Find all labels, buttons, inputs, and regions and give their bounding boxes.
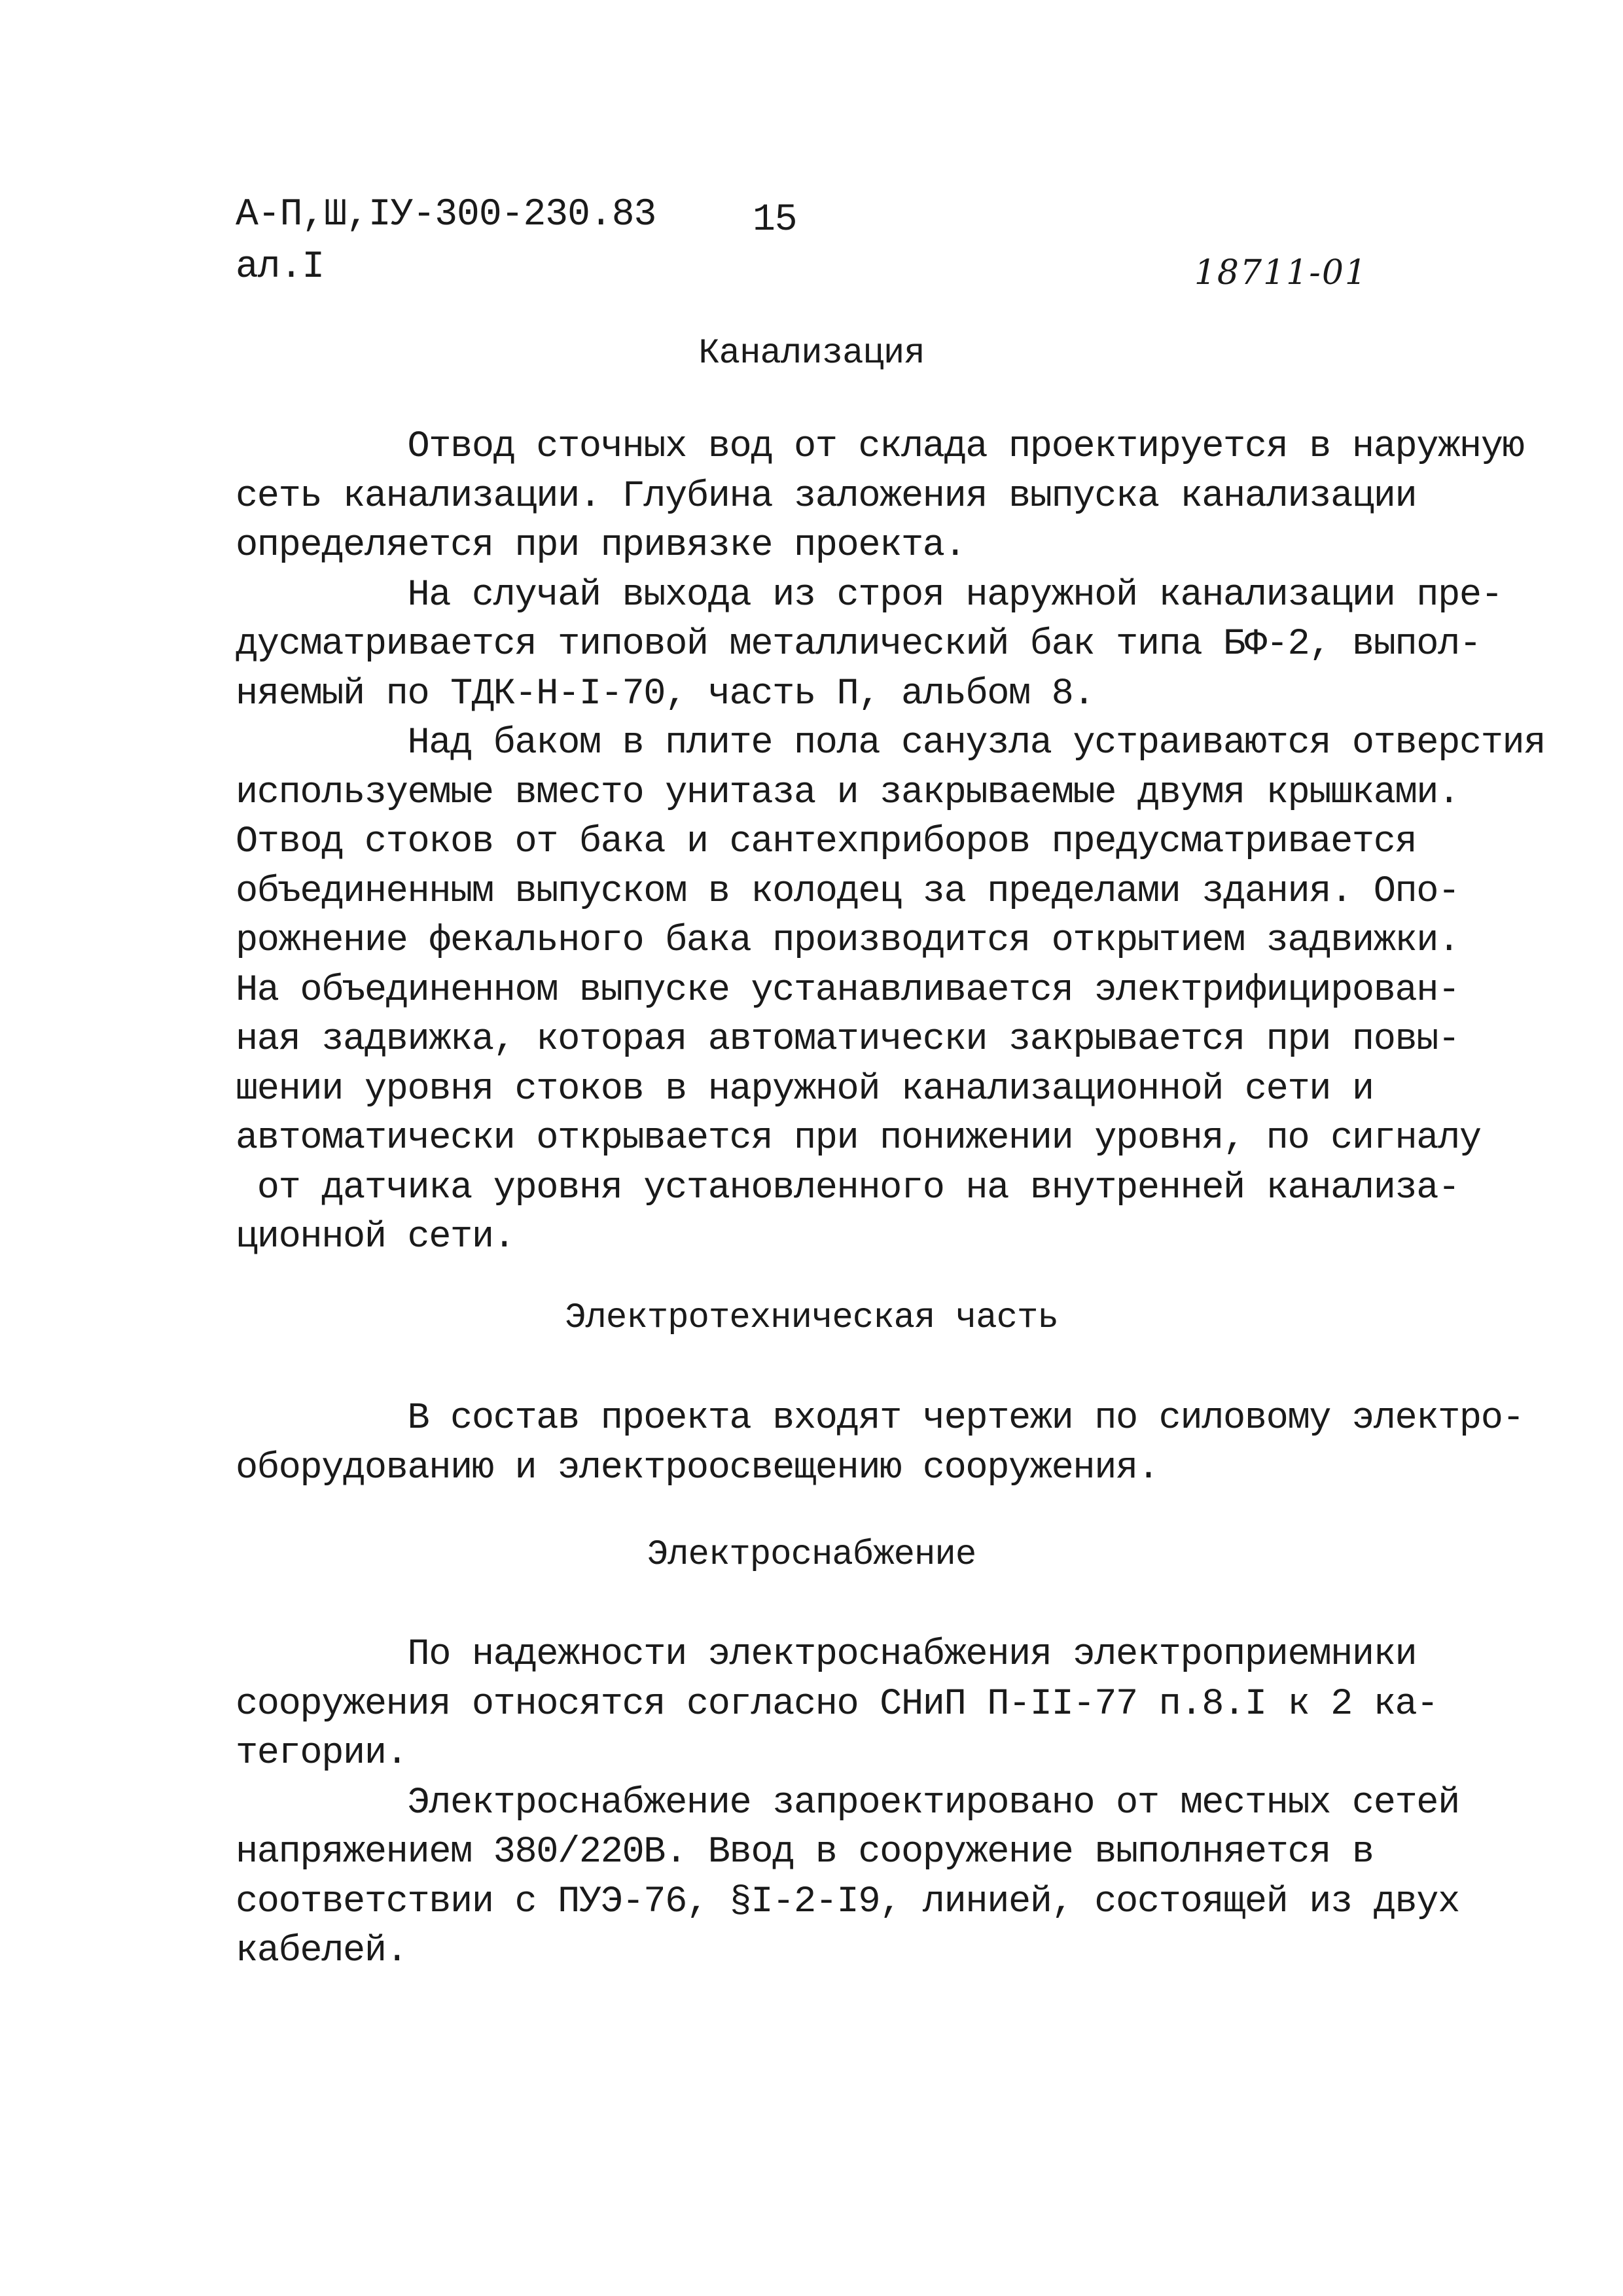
section-title-kanalizatsiya: Канализация [698,334,925,374]
text-line: тегории. [236,1733,408,1775]
text-line: от датчика уровня установленного на внутренней канализа- [236,1167,1459,1209]
sheet-label: ал.I [236,246,325,289]
text-line: Отвод сточных вод от склада проектируется в наружную [236,426,1524,468]
handwritten-doc-number: 18711-01 [1194,253,1368,292]
text-line: В состав проекта входят чертежи по силовому электро- [236,1398,1524,1439]
text-line: соответствии с ПУЭ-76, §I-2-I9, линией, состоящей из двух [236,1881,1459,1923]
text-line: ционной сети. [236,1216,515,1258]
section-title-elektrotekhnicheskaya-chast: Электротехническая часть [565,1298,1058,1338]
paragraph [236,719,1546,1263]
text-line: кабелей. [236,1930,408,1972]
section-title-elektrosnabzhenie: Электроснабжение [647,1535,976,1575]
section-body-elektrotekhnicheskaya-chast [236,1394,1524,1493]
paragraph [236,1631,1438,1779]
text-line: сеть канализации. Глубина заложения выпуска канализации [236,475,1417,518]
page-number: 15 [753,199,797,241]
section-body-kanalizatsiya [236,423,1546,1263]
paragraph [236,1779,1459,1977]
text-line: объединенным выпуском в колодец за пределами здания. Опо- [236,870,1459,913]
text-line: По надежности электроснабжения электроприемники [236,1634,1417,1676]
text-line: Над баком в плите пола санузла устраиваются отверстия [236,722,1546,764]
text-line: напряжением 380/220В. Ввод в сооружение выполняется в [236,1831,1374,1873]
text-line: Электроснабжение запроектировано от местных сетей [236,1782,1459,1824]
paragraph [236,423,1524,571]
text-line: используемые вместо унитаза и закрываемые двумя крышками. [236,771,1459,814]
text-line: определяется при привязке проекта. [236,525,966,567]
text-line: шении уровня стоков в наружной канализационной сети и [236,1068,1374,1110]
paragraph [236,571,1503,720]
text-line: оборудованию и электроосвещению сооружения. [236,1447,1159,1489]
paragraph [236,1394,1524,1493]
text-line: няемый по ТДК-Н-I-70, часть П, альбом 8. [236,673,1095,715]
document-code: А-П,Ш,IУ-300-230.83 [236,194,656,236]
text-line: рожнение фекального бака производится открытием задвижки. [236,920,1459,962]
text-line: Отвод стоков от бака и сантехприборов предусматривается [236,821,1417,863]
text-line: автоматически открывается при понижении уровня, по сигналу [236,1118,1481,1159]
text-line: ная задвижка, которая автоматически закрывается при повы- [236,1019,1459,1061]
section-body-elektrosnabzhenie [236,1631,1459,1977]
text-line: дусматривается типовой металлический бак типа БФ-2, выпол- [236,624,1481,665]
text-line: На случай выхода из строя наружной канализации пре- [236,574,1503,616]
text-line: На объединенном выпуске устанавливается электрифицирован- [236,969,1459,1012]
text-line: сооружения относятся согласно СНиП П-II-77 п.8.I к 2 ка- [236,1683,1438,1725]
